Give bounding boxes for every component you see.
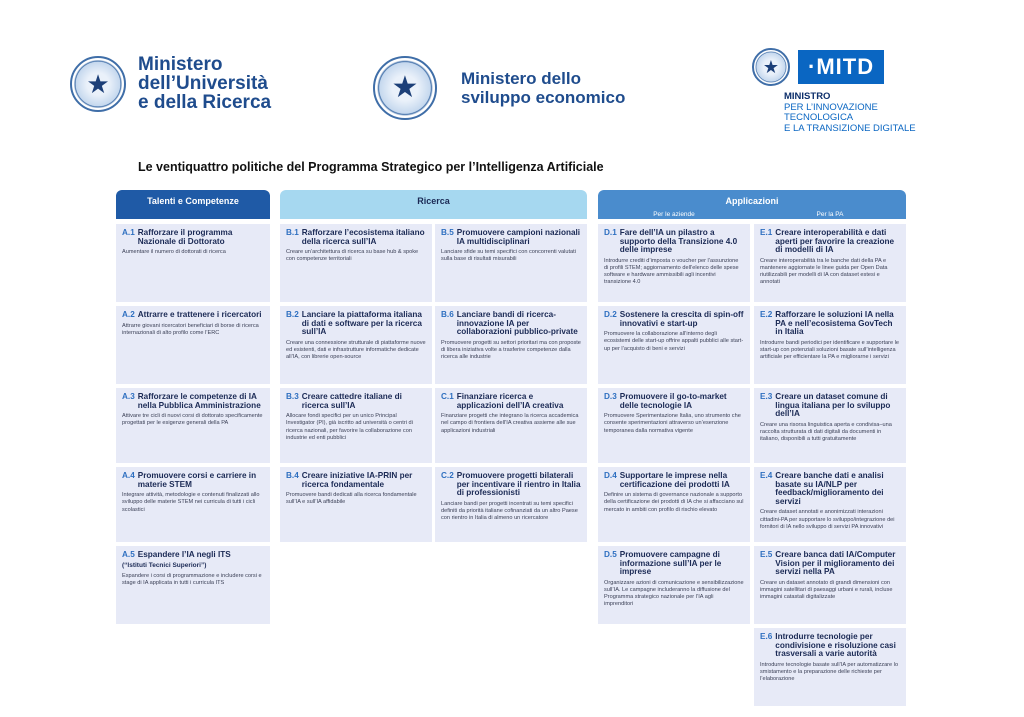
mitd-logo: [752, 48, 884, 86]
policy-title: Creare banca dati IA/Computer Vision per il miglioramento dei servizi nella PA: [775, 550, 896, 577]
policy-code: D.2: [604, 310, 617, 319]
policy-title: [760, 551, 900, 577]
policy-body: Attrarre giovani ricercatori beneficiari di borse di ricerca internazionali di alto profilo come l’ERC: [122, 322, 259, 336]
policy-body: Espandere i corsi di programmazione e includere corsi e stage di IA applicata in tutti i curricula ITS: [122, 573, 262, 587]
policy-card-a3: [116, 388, 270, 463]
policy-card-e1: [754, 224, 906, 302]
policy-title: Promuovere corsi e carriere in materie STEM: [137, 471, 257, 489]
policy-code: E.5: [760, 550, 773, 559]
policy-body: Creare una risorsa linguistica aperta e condivisa–una raccolta strutturata di dati digitali da documenti in italiano, disponibili a tutti gratuitamente: [760, 421, 892, 443]
policy-card-b3: [280, 388, 432, 463]
policy-code: D.1: [604, 228, 617, 237]
policy-code: B.5: [441, 228, 454, 237]
policy-code: E.1: [760, 228, 773, 237]
policy-title: Creare interoperabilità e dati aperti per favorire la creazione di modelli di IA: [775, 228, 895, 255]
policy-title: Creare iniziative IA-PRIN per ricerca fondamentale: [301, 471, 413, 489]
policy-card-b4: [280, 467, 432, 542]
star-emblem-icon: ★: [373, 56, 437, 120]
policy-title: Fare dell’IA un pilastro a supporto della Transizione 4.0 delle imprese: [619, 228, 738, 255]
mur-name: Ministero dell’Università e della Ricerca: [138, 54, 272, 113]
policy-code: C.1: [441, 392, 454, 401]
policy-card-a4: [116, 467, 270, 542]
subheader-aziende: Per le aziende: [653, 211, 695, 218]
policy-title: [441, 311, 581, 337]
policy-title: Promuovere progetti bilaterali per incentivare il rientro in Italia di professionisti: [456, 471, 581, 498]
policy-title: [122, 393, 264, 410]
policy-title: [760, 393, 900, 419]
policy-title: (“Istituti Tecnici Superiori”): [122, 561, 207, 569]
policy-card-e4: [754, 467, 906, 542]
policy-title: [122, 229, 264, 246]
policy-code: A.5: [122, 550, 135, 559]
policy-title: [286, 229, 426, 246]
policy-title: Rafforzare il programma Nazionale di Dottorato: [137, 228, 233, 246]
policy-body: Finanziare progetti che integrano la ricerca accademica nel campo di frontiera dell’IA creativa assieme alle sue applicazioni industriali: [441, 413, 579, 434]
policy-card-c2: [435, 467, 587, 542]
policy-code: A.3: [122, 392, 135, 401]
star-emblem-icon: ★: [70, 56, 126, 112]
policy-body: Organizzare azioni di comunicazione e sensibilizzazione sull’IA. Le campagne includeranno la diffusione del Programma strategico nazionale per l’IA agli imprenditori: [604, 579, 744, 608]
policy-title: [122, 551, 264, 560]
policy-title: Finanziare ricerca e applicazioni dell’IA creativa: [456, 392, 564, 410]
policy-title: Creare un dataset comune di lingua italiana per lo sviluppo dell’IA: [775, 392, 891, 419]
policy-code: B.1: [286, 228, 299, 237]
policy-title: [604, 229, 744, 255]
policy-body: Promuovere progetti su settori prioritari ma con proposte di libera iniziativa volte a trasferire competenze dalla ricerca alle industrie: [441, 339, 581, 361]
policy-code: D.4: [604, 471, 617, 480]
policy-card-e6: [754, 628, 906, 706]
policy-card-b1: [280, 224, 432, 302]
policy-title: Lanciare la piattaforma italiana di dati e software per la ricerca sull’IA: [301, 310, 422, 337]
policy-body: Introdurre tecnologie basate sull’IA per automatizzare lo smistamento e la preparazione delle richieste per l’elaborazione: [760, 661, 899, 683]
policy-card-e2: [754, 306, 906, 384]
policy-card-a1: [116, 224, 270, 302]
policy-code: B.3: [286, 392, 299, 401]
policy-card-d2: [598, 306, 750, 384]
policy-code: E.3: [760, 392, 773, 401]
policy-body: Definire un sistema di governance nazionale a supporto della certificazione dei prodotti di IA che si affacciano sul mercato in ambiti con profilo di rischio elevato: [604, 492, 744, 513]
mise-name: Ministero dello sviluppo economico: [461, 69, 626, 107]
policy-body: Creare dataset annotati e anonimizzati interazioni cittadini-PA per supportare lo sviluppo/integrazione dei fornitori di IA nello sviluppo di servizi PA innovativi: [760, 509, 895, 530]
policy-code: E.6: [760, 632, 773, 641]
policy-code: E.4: [760, 471, 773, 480]
mur-logo: [70, 55, 271, 112]
policy-body: Creare un dataset annotato di grandi dimensioni con immagini satellitari di paesaggi urbani e rurali, incluse immagini catastali digitalizzate: [760, 579, 893, 601]
policy-title: Rafforzare le soluzioni IA nella PA e nell’ecosistema GovTech in Italia: [775, 310, 894, 337]
policy-title: [441, 393, 581, 410]
policy-code: D.5: [604, 550, 617, 559]
policy-body: Introdurre crediti d’imposta o voucher per l’assunzione di profili STEM; aggiornamento dell’elenco delle spese software e hardware ammissibili agli incentivi transizione 4.0: [604, 257, 739, 286]
policy-title: Espandere l’IA negli ITS: [137, 550, 231, 559]
policy-title: [604, 472, 744, 489]
policy-body: Creare interoperabilità tra le banche dati della PA e mantenere aggiornate le linee guida per Open Data riutilizzabili per modelli di IA con dataset estesi e annotati: [760, 257, 888, 286]
policy-title: Promuovere campagne di informazione sull’IA per le imprese: [619, 550, 722, 577]
policy-title: [760, 633, 900, 659]
policy-body: Lanciare bandi per progetti incentrati su temi specifici definiti da priorità italiane cofinanziati da un altro Paese con rientro in Italia di almeno un ricercatore: [441, 500, 578, 522]
policy-body: Promuovere la collaborazione all’interno degli ecosistemi delle start-up offrire appalti pubblici alle start-up per l’acquisto di beni e servizi: [604, 331, 744, 352]
policy-body: Creare una connessione strutturale di piattaforme nuove ed esistenti, dati e infrastrutture informatiche dedicate all’IA, con librerie open-source: [286, 339, 426, 361]
policy-title: Sostenere la crescita di spin-off innovativi e start-up: [619, 310, 744, 328]
policy-body: Aumentare il numero di dottorati di ricerca: [122, 249, 226, 256]
policy-code: E.2: [760, 310, 773, 319]
header-ricerca: Ricerca: [280, 190, 587, 219]
policy-code: B.4: [286, 471, 299, 480]
policy-body: Introdurre bandi periodici per identificare e supportare le start-up con potenziali soluzioni basate sull’intelligenza artificiale per efficientare la PA e migliorarne i servizi: [760, 339, 899, 361]
mitd-label: MINISTRO: [784, 91, 831, 102]
policy-title: [286, 472, 426, 489]
policy-body: Attivare tre cicli di nuovi corsi di dottorato specificamente progettati per le esigenze generali della PA: [122, 413, 263, 427]
policy-body: Allocare fondi specifici per un unico Principal Investigator (PI), già iscritto ad università o centri di ricerca nazionali, per favorire la collaborazione con industrie ed enti pubblici: [286, 413, 413, 441]
policy-body: Promuovere bandi dedicati alla ricerca fondamentale sull’IA e sull’IA affidabile: [286, 492, 417, 506]
policy-code: B.6: [441, 310, 454, 319]
policy-title: [441, 472, 581, 498]
policy-title: [760, 229, 900, 255]
policy-code: C.2: [441, 471, 454, 480]
policy-body: Integrare attività, metodologie e contenuti finalizzati allo sviluppo delle materie STEM nei curricula di tutti i cicli scolastici: [122, 492, 260, 513]
policy-body: Lanciare sfide su temi specifici con concorrenti valutati sulla base di risultati misurabili: [441, 249, 576, 263]
policy-title: [286, 393, 426, 410]
policy-title: Introdurre tecnologie per condivisione e risoluzione casi trasversali a varie autorità: [775, 632, 896, 659]
policy-card-d3: [598, 388, 750, 463]
policy-card-b6: [435, 306, 587, 384]
policy-title: Attrarre e trattenere i ricercatori: [137, 310, 262, 319]
policy-title: Promuovere il go-to-market delle tecnologie IA: [619, 392, 727, 410]
policy-title: [122, 472, 264, 489]
policy-title: [604, 551, 744, 577]
policy-code: A.4: [122, 471, 135, 480]
policy-title: [122, 311, 264, 320]
policy-title: Rafforzare l’ecosistema italiano della ricerca sull’IA: [301, 228, 425, 246]
policy-title: Lanciare bandi di ricerca-innovazione IA per collaborazioni pubblico-private: [456, 310, 578, 337]
policy-code: B.2: [286, 310, 299, 319]
policy-code: A.1: [122, 228, 135, 237]
policy-body: Creare un’architettura di ricerca su base hub & spoke con competenze territoriali: [286, 249, 419, 263]
policy-card-b2: [280, 306, 432, 384]
policy-card-a5: [116, 546, 270, 624]
policy-title: Rafforzare le competenze di IA nella Pubblica Amministrazione: [137, 392, 261, 410]
policy-card-d4: [598, 467, 750, 542]
policy-title: Promuovere campioni nazionali IA multidisciplinari: [456, 228, 581, 246]
policy-title: Creare banche dati e analisi basate su IA/NLP per feedback/miglioramento dei servizi: [775, 471, 884, 506]
policy-title: Creare cattedre italiane di ricerca sull’IA: [301, 392, 402, 410]
policy-card-d1: [598, 224, 750, 302]
mitd-text: PER L’INNOVAZIONE TECNOLOGICA E LA TRANSIZIONE DIGITALE: [784, 101, 916, 134]
policy-title: [286, 311, 426, 337]
policy-card-a2: [116, 306, 270, 384]
policy-title: [604, 311, 744, 328]
policy-title: [441, 229, 581, 246]
header-talenti: Talenti e Competenze: [116, 190, 270, 219]
policy-title: [760, 472, 900, 506]
policy-card-e3: [754, 388, 906, 463]
policy-title: [760, 311, 900, 337]
mitd-subtitle: [784, 92, 916, 134]
page-title: Le ventiquattro politiche del Programma Strategico per l’Intelligenza Artificiale: [138, 160, 604, 174]
header-applicazioni: Applicazioni: [598, 190, 906, 219]
star-emblem-icon: ★: [752, 48, 790, 86]
policy-body: Promuovere Sperimentazione Italia, uno strumento che consente sperimentazioni attraverso un’esenzione temporanea dalla normativa vigente: [604, 413, 741, 434]
policy-code: A.2: [122, 310, 135, 319]
mise-logo: [373, 56, 625, 120]
policy-card-b5: [435, 224, 587, 302]
policy-title: [604, 393, 744, 410]
policy-title: Supportare le imprese nella certificazione dei prodotti IA: [619, 471, 730, 489]
policy-card-d5: [598, 546, 750, 624]
policy-card-c1: [435, 388, 587, 463]
policy-card-e5: [754, 546, 906, 624]
policy-code: D.3: [604, 392, 617, 401]
subheader-pa: Per la PA: [816, 211, 844, 218]
mitd-badge: ·MITD: [798, 50, 884, 84]
